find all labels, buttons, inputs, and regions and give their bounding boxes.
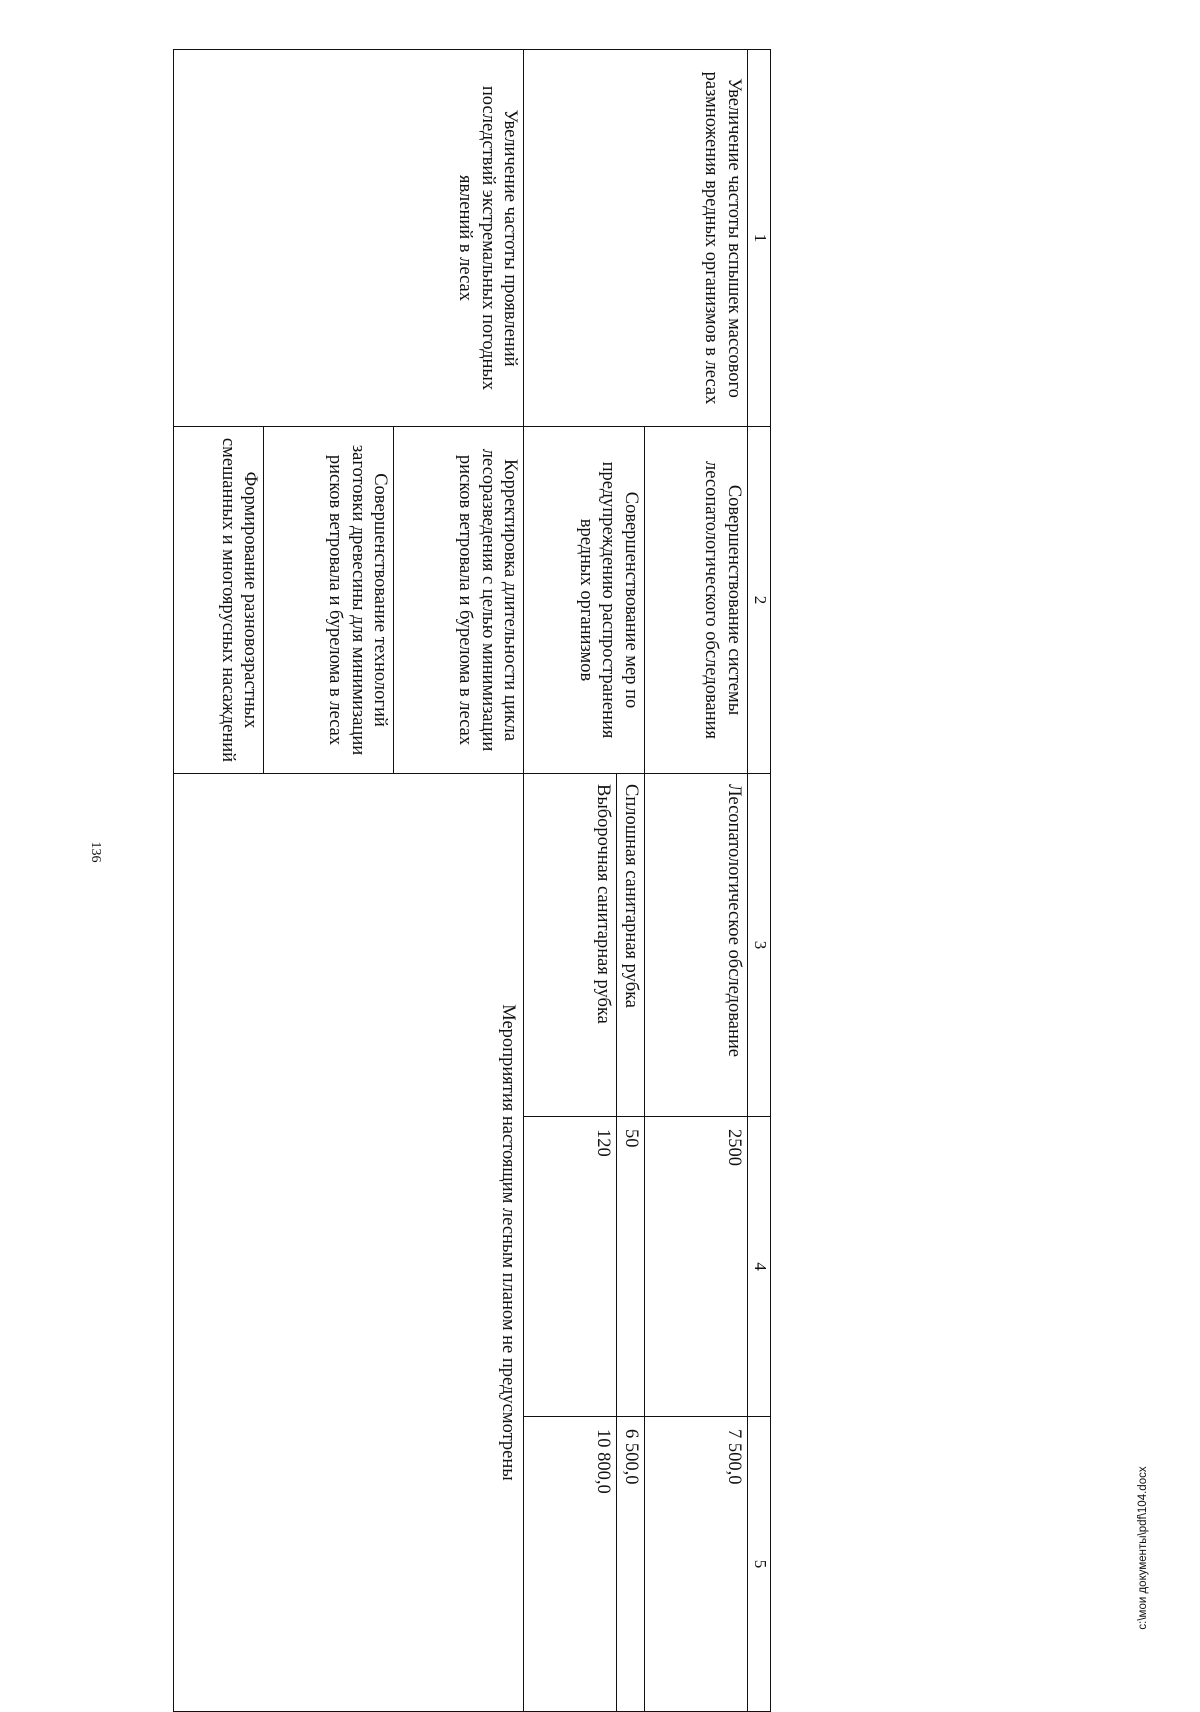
cost-cell-survey: 7 500,0 [645, 1417, 748, 1712]
volume-cell-clear-cut: 50 [617, 1117, 645, 1417]
risk-cell-pests: Увеличение частоты вспышек массового размножения вредных организмов в лесах [524, 50, 748, 427]
header-col-3: 3 [748, 774, 771, 1117]
measure-cell-cycle: Корректировка длительности цикла лесоразведения с целью минимизации рисков ветровала и бурелома в лесах [394, 427, 524, 774]
header-col-5: 5 [748, 1417, 771, 1712]
header-col-1: 1 [748, 50, 771, 427]
measure-cell-harvest-tech: Совершенствование технологий заготовки древесины для минимизации рисков ветровала и бурелома в лесах [264, 427, 394, 774]
rotated-table-container [173, 49, 771, 1711]
not-planned-message: Мероприятия настоящим лесным планом не предусмотрены [174, 774, 524, 1712]
activity-cell-clear-cut: Сплошная санитарная рубка [617, 774, 645, 1117]
measures-table [173, 49, 771, 1712]
volume-cell-selective-cut: 120 [524, 1117, 617, 1417]
activity-cell-survey: Лесопатологическое обследование [645, 774, 748, 1117]
measure-cell-mixed-stands: Формирование разновозрастных смешанных и многоярусных насаждений [174, 427, 264, 774]
cost-cell-selective-cut: 10 800,0 [524, 1417, 617, 1712]
measure-cell-prevention: Совершенствование мер по предупреждению распространения вредных организмов [524, 427, 645, 774]
header-col-4: 4 [748, 1117, 771, 1417]
header-col-2: 2 [748, 427, 771, 774]
activity-cell-selective-cut: Выборочная санитарная рубка [524, 774, 617, 1117]
page-number: 136 [88, 841, 103, 863]
volume-cell-survey: 2500 [645, 1117, 748, 1417]
header-row [748, 50, 771, 1712]
measure-cell-survey-system: Совершенствование системы лесопатологического обследования [645, 427, 748, 774]
table-row [645, 50, 748, 1712]
footer-file-path: c:\мои документы\pdf\104.docx [1137, 1466, 1149, 1630]
table-row [394, 50, 524, 1712]
risk-cell-weather: Увеличение частоты проявлений последствий экстремальных погодных явлений в лесах [174, 50, 524, 427]
cost-cell-clear-cut: 6 500,0 [617, 1417, 645, 1712]
